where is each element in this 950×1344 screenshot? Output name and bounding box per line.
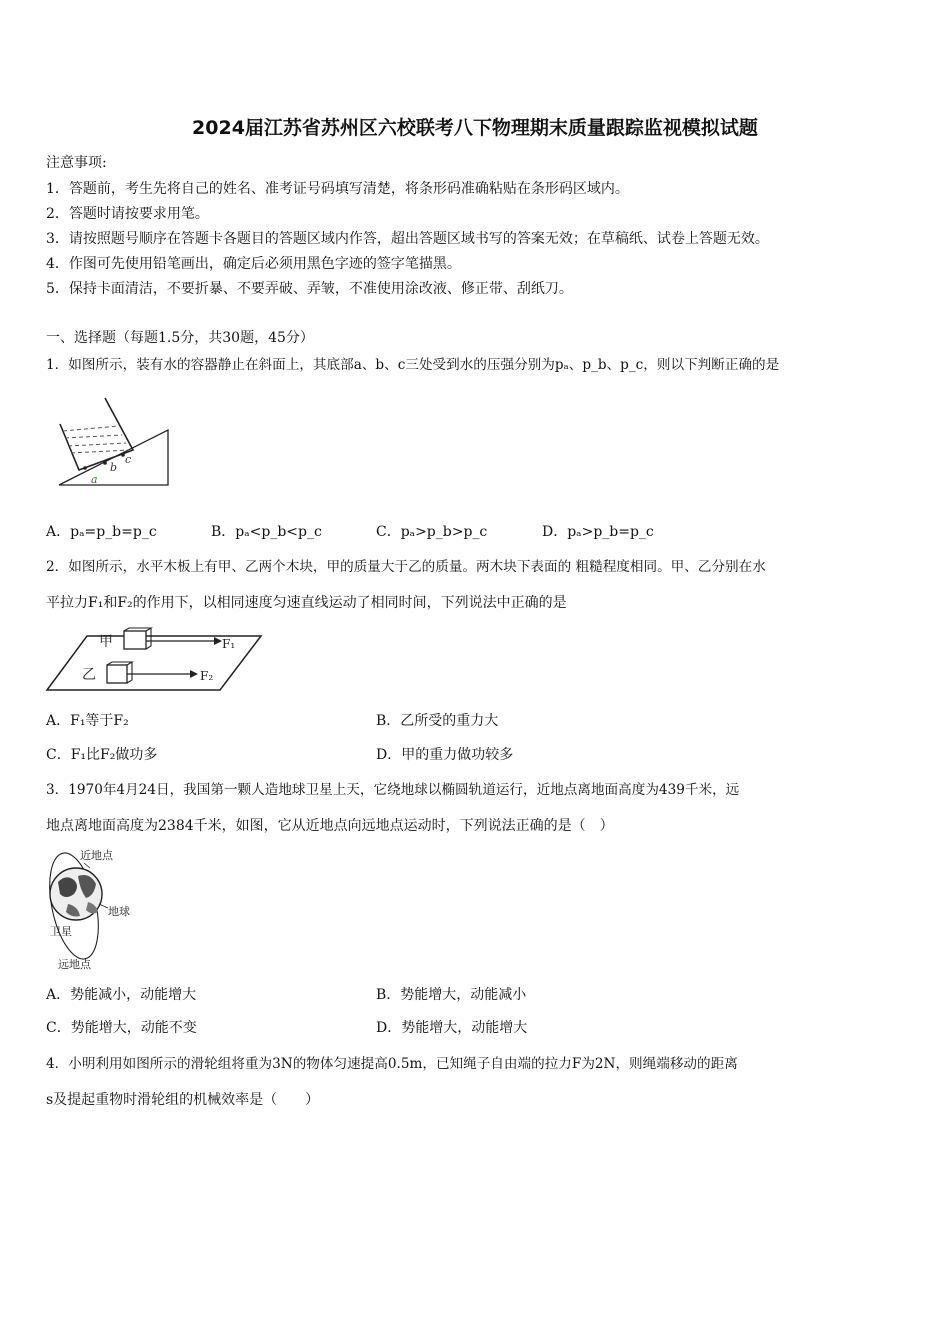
- q3-option-a[interactable]: A．势能减小，动能增大: [46, 987, 197, 1003]
- q2-label-jia: 甲: [99, 634, 113, 650]
- note-item: 5．保持卡面清洁，不要折暴、不要弄破、弄皱，不准使用涂改液、修正带、刮纸刀。: [46, 281, 573, 297]
- section-heading: 一、选择题（每题1.5分，共30题，45分）: [46, 330, 314, 346]
- note-item: 1．答题前，考生先将自己的姓名、准考证号码填写清楚，将条形码准确粘贴在条形码区域内。: [46, 181, 629, 197]
- q2-option-a[interactable]: A．F₁等于F₂: [46, 713, 129, 729]
- q2-stem-line2: 平拉力F₁和F₂的作用下，以相同速度匀速直线运动了相同时间，下列说法中正确的是: [46, 595, 567, 611]
- q3-option-c[interactable]: C．势能增大，动能不变: [46, 1020, 197, 1036]
- q1-option-d[interactable]: D．pₐ>p_b=p_c: [542, 524, 654, 540]
- q2-option-c[interactable]: C．F₁比F₂做功多: [46, 747, 158, 763]
- q3-option-b[interactable]: B．势能增大，动能减小: [376, 987, 527, 1003]
- q1-stem: 1．如图所示，装有水的容器静止在斜面上，其底部a、b、c三处受到水的压强分别为pₐ、p_b、p_c，则以下判断正确的是: [46, 357, 780, 373]
- q4-stem-line2: s及提起重物时滑轮组的机械效率是（ ）: [46, 1092, 320, 1108]
- q1-label-b: b: [110, 461, 118, 474]
- q3-label-satellite: 卫星: [50, 925, 72, 938]
- q1-label-a: a: [91, 473, 98, 486]
- q3-label-apogee: 远地点: [58, 958, 91, 971]
- q2-option-d[interactable]: D．甲的重力做功较多: [376, 747, 514, 763]
- q2-label-f2: F₂: [200, 669, 214, 683]
- q1-option-b[interactable]: B．pₐ<p_b<p_c: [211, 524, 322, 540]
- note-item: 3．请按照题号顺序在答题卡各题目的答题区域内作答，超出答题区域书写的答案无效；在草稿纸、试卷上答题无效。: [46, 231, 769, 247]
- q1-figure: [55, 393, 175, 493]
- q2-label-f1: F₁: [222, 637, 236, 651]
- q1-option-a[interactable]: A．pₐ=p_b=p_c: [46, 524, 157, 540]
- q2-label-yi: 乙: [82, 667, 96, 683]
- note-item: 4．作图可先使用铅笔画出，确定后必须用黑色字迹的签字笔描黑。: [46, 256, 461, 272]
- q3-stem-line2: 地点离地面高度为2384千米，如图，它从近地点向远地点运动时，下列说法正确的是（ ）: [46, 818, 614, 834]
- q2-option-b[interactable]: B．乙所受的重力大: [376, 713, 499, 729]
- q2-figure: [44, 626, 264, 694]
- q3-option-d[interactable]: D．势能增大，动能增大: [376, 1020, 528, 1036]
- q3-figure: [44, 846, 144, 974]
- q1-option-c[interactable]: C．pₐ>p_b>p_c: [376, 524, 488, 540]
- q3-stem-line1: 3．1970年4月24日，我国第一颗人造地球卫星上天，它绕地球以椭圆轨道运行，近地点离地面高度为439千米，远: [46, 782, 740, 798]
- notes-heading: 注意事项:: [46, 155, 107, 171]
- note-item: 2．答题时请按要求用笔。: [46, 206, 209, 222]
- page-title: 2024届江苏省苏州区六校联考八下物理期末质量跟踪监视模拟试题: [192, 117, 758, 139]
- q3-label-perigee: 近地点: [80, 849, 113, 862]
- q2-stem-line1: 2．如图所示，水平木板上有甲、乙两个木块，甲的质量大于乙的质量。两木块下表面的 粗糙程度相同。甲、乙分别在水: [46, 559, 766, 575]
- q3-label-earth: 地球: [108, 905, 130, 918]
- q4-stem-line1: 4．小明利用如图所示的滑轮组将重为3N的物体匀速提高0.5m，已知绳子自由端的拉力F为2N，则绳端移动的距离: [46, 1056, 738, 1072]
- q1-label-c: c: [125, 453, 132, 466]
